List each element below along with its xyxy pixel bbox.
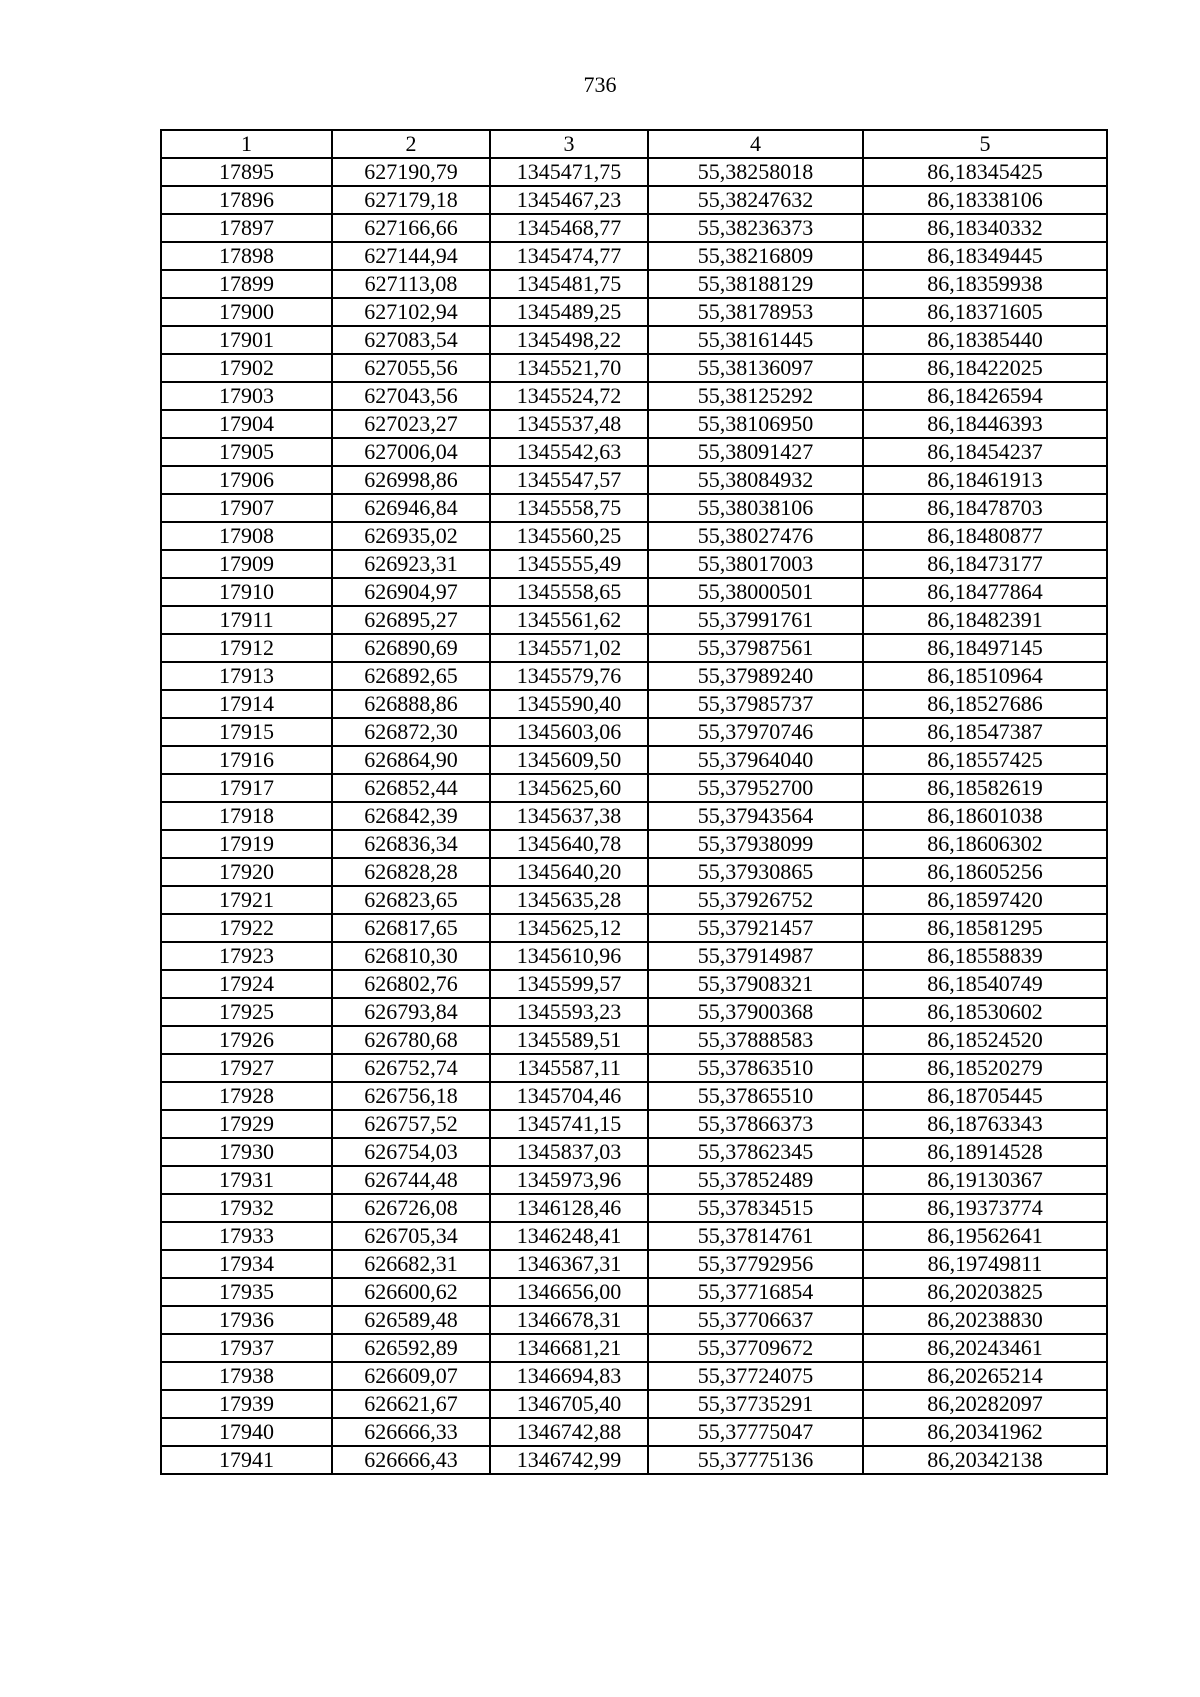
x-coordinate-cell: 626852,44 [332,774,490,802]
point-number-cell: 17908 [161,522,332,550]
point-number-cell: 17895 [161,158,332,186]
latitude-cell: 55,37952700 [648,774,863,802]
longitude-cell: 86,18345425 [863,158,1107,186]
point-number-cell: 17924 [161,970,332,998]
y-coordinate-cell: 1345481,75 [490,270,648,298]
longitude-cell: 86,18446393 [863,410,1107,438]
latitude-cell: 55,37921457 [648,914,863,942]
y-coordinate-cell: 1345973,96 [490,1166,648,1194]
longitude-cell: 86,18478703 [863,494,1107,522]
y-coordinate-cell: 1345542,63 [490,438,648,466]
x-coordinate-cell: 626817,65 [332,914,490,942]
x-coordinate-cell: 626757,52 [332,1110,490,1138]
x-coordinate-cell: 626823,65 [332,886,490,914]
table-row [161,662,1107,690]
x-coordinate-cell: 626780,68 [332,1026,490,1054]
point-number-cell: 17931 [161,1166,332,1194]
table-row [161,1390,1107,1418]
point-number-cell: 17917 [161,774,332,802]
longitude-cell: 86,18340332 [863,214,1107,242]
coordinates-table [160,129,1108,1475]
y-coordinate-cell: 1345468,77 [490,214,648,242]
longitude-cell: 86,18605256 [863,858,1107,886]
latitude-cell: 55,37862345 [648,1138,863,1166]
point-number-cell: 17926 [161,1026,332,1054]
y-coordinate-cell: 1345593,23 [490,998,648,1026]
longitude-cell: 86,18473177 [863,550,1107,578]
table-row [161,774,1107,802]
x-coordinate-cell: 626888,86 [332,690,490,718]
longitude-cell: 86,18540749 [863,970,1107,998]
x-coordinate-cell: 626752,74 [332,1054,490,1082]
longitude-cell: 86,18477864 [863,578,1107,606]
table-row [161,466,1107,494]
x-coordinate-cell: 626842,39 [332,802,490,830]
longitude-cell: 86,18520279 [863,1054,1107,1082]
table-row [161,1278,1107,1306]
table-row [161,242,1107,270]
longitude-cell: 86,18480877 [863,522,1107,550]
x-coordinate-cell: 626864,90 [332,746,490,774]
y-coordinate-cell: 1345555,49 [490,550,648,578]
table-row [161,1054,1107,1082]
longitude-cell: 86,18581295 [863,914,1107,942]
longitude-cell: 86,18524520 [863,1026,1107,1054]
y-coordinate-cell: 1345471,75 [490,158,648,186]
longitude-cell: 86,18763343 [863,1110,1107,1138]
latitude-cell: 55,38136097 [648,354,863,382]
table-row [161,522,1107,550]
x-coordinate-cell: 626754,03 [332,1138,490,1166]
x-coordinate-cell: 627179,18 [332,186,490,214]
table-row [161,354,1107,382]
y-coordinate-cell: 1346705,40 [490,1390,648,1418]
point-number-cell: 17915 [161,718,332,746]
latitude-cell: 55,37775047 [648,1418,863,1446]
point-number-cell: 17911 [161,606,332,634]
longitude-cell: 86,19373774 [863,1194,1107,1222]
longitude-cell: 86,18426594 [863,382,1107,410]
point-number-cell: 17904 [161,410,332,438]
y-coordinate-cell: 1345610,96 [490,942,648,970]
latitude-cell: 55,37908321 [648,970,863,998]
header-cell-2: 2 [332,130,490,158]
latitude-cell: 55,38178953 [648,298,863,326]
y-coordinate-cell: 1345625,12 [490,914,648,942]
table-row [161,802,1107,830]
longitude-cell: 86,18557425 [863,746,1107,774]
y-coordinate-cell: 1346367,31 [490,1250,648,1278]
table-row [161,718,1107,746]
y-coordinate-cell: 1345625,60 [490,774,648,802]
latitude-cell: 55,38258018 [648,158,863,186]
latitude-cell: 55,38017003 [648,550,863,578]
y-coordinate-cell: 1345467,23 [490,186,648,214]
y-coordinate-cell: 1346742,88 [490,1418,648,1446]
latitude-cell: 55,37970746 [648,718,863,746]
point-number-cell: 17941 [161,1446,332,1474]
point-number-cell: 17903 [161,382,332,410]
table-row [161,298,1107,326]
point-number-cell: 17902 [161,354,332,382]
point-number-cell: 17929 [161,1110,332,1138]
header-cell-4: 4 [648,130,863,158]
point-number-cell: 17935 [161,1278,332,1306]
table-row [161,410,1107,438]
y-coordinate-cell: 1345489,25 [490,298,648,326]
latitude-cell: 55,38106950 [648,410,863,438]
table-row [161,1334,1107,1362]
x-coordinate-cell: 626892,65 [332,662,490,690]
point-number-cell: 17922 [161,914,332,942]
x-coordinate-cell: 626682,31 [332,1250,490,1278]
longitude-cell: 86,19749811 [863,1250,1107,1278]
y-coordinate-cell: 1345560,25 [490,522,648,550]
y-coordinate-cell: 1345558,65 [490,578,648,606]
latitude-cell: 55,37865510 [648,1082,863,1110]
longitude-cell: 86,19562641 [863,1222,1107,1250]
x-coordinate-cell: 627144,94 [332,242,490,270]
longitude-cell: 86,19130367 [863,1166,1107,1194]
longitude-cell: 86,18385440 [863,326,1107,354]
longitude-cell: 86,18497145 [863,634,1107,662]
x-coordinate-cell: 626802,76 [332,970,490,998]
y-coordinate-cell: 1345589,51 [490,1026,648,1054]
x-coordinate-cell: 626705,34 [332,1222,490,1250]
y-coordinate-cell: 1345579,76 [490,662,648,690]
x-coordinate-cell: 626744,48 [332,1166,490,1194]
table-row [161,1306,1107,1334]
x-coordinate-cell: 626890,69 [332,634,490,662]
x-coordinate-cell: 626592,89 [332,1334,490,1362]
latitude-cell: 55,37987561 [648,634,863,662]
table-row [161,830,1107,858]
longitude-cell: 86,20238830 [863,1306,1107,1334]
table-row [161,270,1107,298]
table-row [161,970,1107,998]
table-row [161,1362,1107,1390]
header-cell-3: 3 [490,130,648,158]
longitude-cell: 86,18582619 [863,774,1107,802]
point-number-cell: 17909 [161,550,332,578]
point-number-cell: 17900 [161,298,332,326]
point-number-cell: 17925 [161,998,332,1026]
latitude-cell: 55,37888583 [648,1026,863,1054]
point-number-cell: 17901 [161,326,332,354]
x-coordinate-cell: 626872,30 [332,718,490,746]
longitude-cell: 86,18606302 [863,830,1107,858]
x-coordinate-cell: 626666,33 [332,1418,490,1446]
table-row [161,690,1107,718]
point-number-cell: 17913 [161,662,332,690]
point-number-cell: 17914 [161,690,332,718]
longitude-cell: 86,18359938 [863,270,1107,298]
point-number-cell: 17906 [161,466,332,494]
point-number-cell: 17916 [161,746,332,774]
point-number-cell: 17928 [161,1082,332,1110]
x-coordinate-cell: 627102,94 [332,298,490,326]
y-coordinate-cell: 1345590,40 [490,690,648,718]
latitude-cell: 55,38236373 [648,214,863,242]
y-coordinate-cell: 1346742,99 [490,1446,648,1474]
point-number-cell: 17939 [161,1390,332,1418]
latitude-cell: 55,37735291 [648,1390,863,1418]
y-coordinate-cell: 1345599,57 [490,970,648,998]
latitude-cell: 55,37914987 [648,942,863,970]
longitude-cell: 86,18510964 [863,662,1107,690]
y-coordinate-cell: 1345609,50 [490,746,648,774]
table-row [161,914,1107,942]
latitude-cell: 55,38091427 [648,438,863,466]
y-coordinate-cell: 1346128,46 [490,1194,648,1222]
point-number-cell: 17936 [161,1306,332,1334]
table-row [161,998,1107,1026]
point-number-cell: 17912 [161,634,332,662]
point-number-cell: 17934 [161,1250,332,1278]
latitude-cell: 55,38125292 [648,382,863,410]
x-coordinate-cell: 627006,04 [332,438,490,466]
latitude-cell: 55,37866373 [648,1110,863,1138]
latitude-cell: 55,37792956 [648,1250,863,1278]
x-coordinate-cell: 626726,08 [332,1194,490,1222]
table-row [161,942,1107,970]
longitude-cell: 86,18601038 [863,802,1107,830]
longitude-cell: 86,18705445 [863,1082,1107,1110]
x-coordinate-cell: 626621,67 [332,1390,490,1418]
y-coordinate-cell: 1345635,28 [490,886,648,914]
longitude-cell: 86,18422025 [863,354,1107,382]
latitude-cell: 55,37991761 [648,606,863,634]
latitude-cell: 55,37938099 [648,830,863,858]
latitude-cell: 55,37943564 [648,802,863,830]
x-coordinate-cell: 626998,86 [332,466,490,494]
longitude-cell: 86,18527686 [863,690,1107,718]
latitude-cell: 55,37989240 [648,662,863,690]
x-coordinate-cell: 627190,79 [332,158,490,186]
table-body [161,158,1107,1474]
longitude-cell: 86,18530602 [863,998,1107,1026]
point-number-cell: 17919 [161,830,332,858]
y-coordinate-cell: 1345640,78 [490,830,648,858]
table-header [161,130,1107,158]
longitude-cell: 86,18547387 [863,718,1107,746]
longitude-cell: 86,18454237 [863,438,1107,466]
point-number-cell: 17910 [161,578,332,606]
longitude-cell: 86,18338106 [863,186,1107,214]
longitude-cell: 86,18597420 [863,886,1107,914]
y-coordinate-cell: 1345571,02 [490,634,648,662]
header-cell-1: 1 [161,130,332,158]
point-number-cell: 17918 [161,802,332,830]
longitude-cell: 86,20342138 [863,1446,1107,1474]
latitude-cell: 55,37930865 [648,858,863,886]
point-number-cell: 17905 [161,438,332,466]
point-number-cell: 17907 [161,494,332,522]
point-number-cell: 17938 [161,1362,332,1390]
latitude-cell: 55,37716854 [648,1278,863,1306]
table-row [161,382,1107,410]
latitude-cell: 55,37985737 [648,690,863,718]
latitude-cell: 55,37852489 [648,1166,863,1194]
x-coordinate-cell: 626793,84 [332,998,490,1026]
point-number-cell: 17921 [161,886,332,914]
y-coordinate-cell: 1345561,62 [490,606,648,634]
latitude-cell: 55,37926752 [648,886,863,914]
latitude-cell: 55,37964040 [648,746,863,774]
y-coordinate-cell: 1345537,48 [490,410,648,438]
latitude-cell: 55,38038106 [648,494,863,522]
latitude-cell: 55,38247632 [648,186,863,214]
latitude-cell: 55,38161445 [648,326,863,354]
table-row [161,326,1107,354]
y-coordinate-cell: 1345498,22 [490,326,648,354]
x-coordinate-cell: 626756,18 [332,1082,490,1110]
x-coordinate-cell: 627055,56 [332,354,490,382]
y-coordinate-cell: 1345558,75 [490,494,648,522]
x-coordinate-cell: 627166,66 [332,214,490,242]
table-row [161,494,1107,522]
point-number-cell: 17896 [161,186,332,214]
longitude-cell: 86,20203825 [863,1278,1107,1306]
table-row [161,1082,1107,1110]
page-number: 736 [583,72,617,97]
x-coordinate-cell: 627083,54 [332,326,490,354]
x-coordinate-cell: 626935,02 [332,522,490,550]
x-coordinate-cell: 626589,48 [332,1306,490,1334]
longitude-cell: 86,18349445 [863,242,1107,270]
latitude-cell: 55,37834515 [648,1194,863,1222]
table-row [161,1138,1107,1166]
latitude-cell: 55,37814761 [648,1222,863,1250]
point-number-cell: 17920 [161,858,332,886]
table-row [161,186,1107,214]
y-coordinate-cell: 1345637,38 [490,802,648,830]
y-coordinate-cell: 1345547,57 [490,466,648,494]
longitude-cell: 86,20265214 [863,1362,1107,1390]
point-number-cell: 17899 [161,270,332,298]
y-coordinate-cell: 1345474,77 [490,242,648,270]
x-coordinate-cell: 627043,56 [332,382,490,410]
x-coordinate-cell: 626836,34 [332,830,490,858]
latitude-cell: 55,38000501 [648,578,863,606]
x-coordinate-cell: 626600,62 [332,1278,490,1306]
y-coordinate-cell: 1345837,03 [490,1138,648,1166]
longitude-cell: 86,18482391 [863,606,1107,634]
table-row [161,1194,1107,1222]
y-coordinate-cell: 1346678,31 [490,1306,648,1334]
longitude-cell: 86,18371605 [863,298,1107,326]
x-coordinate-cell: 626609,07 [332,1362,490,1390]
point-number-cell: 17930 [161,1138,332,1166]
point-number-cell: 17897 [161,214,332,242]
y-coordinate-cell: 1346681,21 [490,1334,648,1362]
point-number-cell: 17923 [161,942,332,970]
table-row [161,1222,1107,1250]
latitude-cell: 55,37709672 [648,1334,863,1362]
y-coordinate-cell: 1345524,72 [490,382,648,410]
y-coordinate-cell: 1346248,41 [490,1222,648,1250]
point-number-cell: 17937 [161,1334,332,1362]
table-row [161,158,1107,186]
table-row [161,858,1107,886]
table-row [161,746,1107,774]
latitude-cell: 55,37775136 [648,1446,863,1474]
latitude-cell: 55,37706637 [648,1306,863,1334]
latitude-cell: 55,38027476 [648,522,863,550]
x-coordinate-cell: 626895,27 [332,606,490,634]
header-cell-5: 5 [863,130,1107,158]
table-row [161,1418,1107,1446]
latitude-cell: 55,38216809 [648,242,863,270]
longitude-cell: 86,18461913 [863,466,1107,494]
y-coordinate-cell: 1346656,00 [490,1278,648,1306]
table-row [161,1110,1107,1138]
table-row [161,1026,1107,1054]
y-coordinate-cell: 1345704,46 [490,1082,648,1110]
table-row [161,1446,1107,1474]
y-coordinate-cell: 1345603,06 [490,718,648,746]
x-coordinate-cell: 627113,08 [332,270,490,298]
longitude-cell: 86,18914528 [863,1138,1107,1166]
point-number-cell: 17940 [161,1418,332,1446]
x-coordinate-cell: 626828,28 [332,858,490,886]
y-coordinate-cell: 1345521,70 [490,354,648,382]
y-coordinate-cell: 1345741,15 [490,1110,648,1138]
table-row [161,578,1107,606]
y-coordinate-cell: 1346694,83 [490,1362,648,1390]
table-row [161,634,1107,662]
longitude-cell: 86,20243461 [863,1334,1107,1362]
x-coordinate-cell: 626946,84 [332,494,490,522]
latitude-cell: 55,38188129 [648,270,863,298]
header-row [161,130,1107,158]
y-coordinate-cell: 1345587,11 [490,1054,648,1082]
x-coordinate-cell: 626904,97 [332,578,490,606]
longitude-cell: 86,20341962 [863,1418,1107,1446]
point-number-cell: 17932 [161,1194,332,1222]
table-row [161,886,1107,914]
point-number-cell: 17933 [161,1222,332,1250]
latitude-cell: 55,38084932 [648,466,863,494]
table-row [161,1166,1107,1194]
x-coordinate-cell: 626810,30 [332,942,490,970]
point-number-cell: 17898 [161,242,332,270]
table-row [161,214,1107,242]
table-row [161,606,1107,634]
latitude-cell: 55,37900368 [648,998,863,1026]
x-coordinate-cell: 627023,27 [332,410,490,438]
table-row [161,550,1107,578]
longitude-cell: 86,20282097 [863,1390,1107,1418]
y-coordinate-cell: 1345640,20 [490,858,648,886]
latitude-cell: 55,37863510 [648,1054,863,1082]
x-coordinate-cell: 626666,43 [332,1446,490,1474]
longitude-cell: 86,18558839 [863,942,1107,970]
table-row [161,438,1107,466]
x-coordinate-cell: 626923,31 [332,550,490,578]
point-number-cell: 17927 [161,1054,332,1082]
table-row [161,1250,1107,1278]
latitude-cell: 55,37724075 [648,1362,863,1390]
